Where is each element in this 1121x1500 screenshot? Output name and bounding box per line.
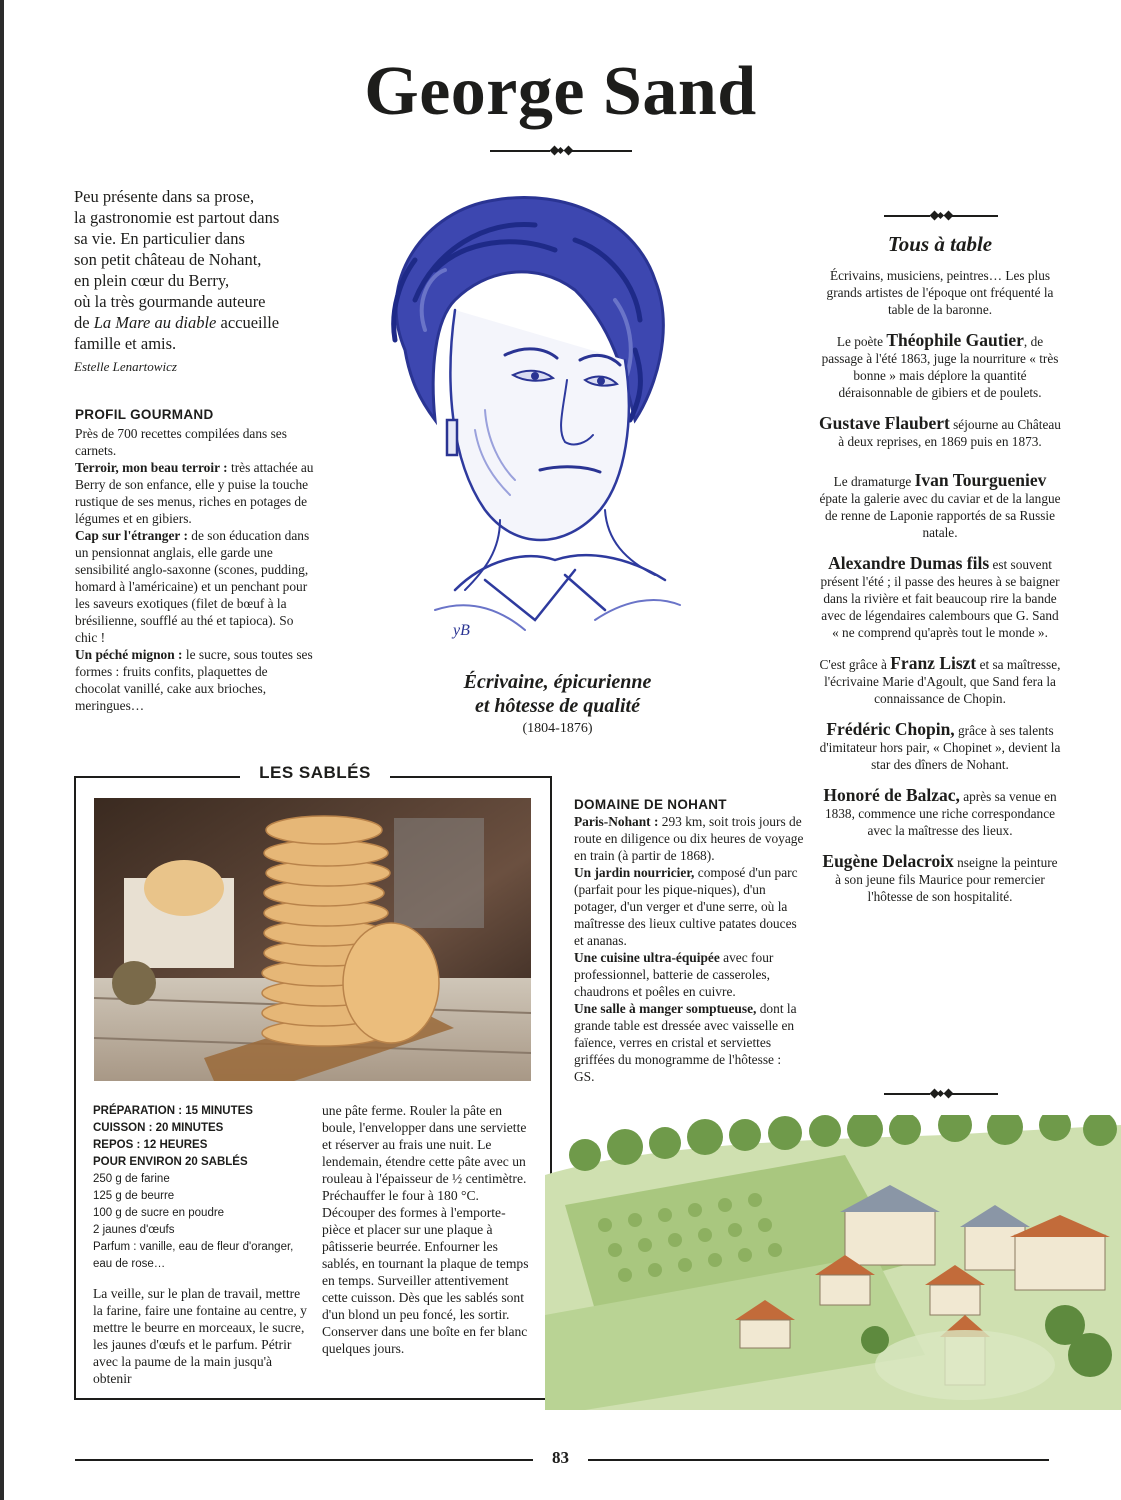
recipe-step: La veille, sur le plan de travail, mettre la farine, faire une fontaine au centre, y mettre le beurre en morceaux, le sucre, les jaunes d'œufs et le parfum. Pétrir avec la paume de la main jusqu'à obtenir	[93, 1286, 307, 1386]
recipe-meta: REPOS : 12 HEURES	[93, 1139, 208, 1151]
ingredient: 250 g de farine	[93, 1173, 170, 1185]
nohant-paragraph: Paris-Nohant : 293 km, soit trois jours de route en diligence ou dix heures de voyage en train (à partir de 1868).	[574, 814, 804, 863]
ingredient: 125 g de beurre	[93, 1190, 175, 1202]
profil-paragraph: Un péché mignon : le sucre, sous toutes ses formes : fruits confits, plaquettes de chocolat vanillé, cake aux brioches, meringues…	[75, 647, 313, 713]
domaine-de-nohant	[574, 796, 804, 1085]
guest-entry: Le poète Théophile Gautier, de passage à l'été 1863, juge la nourriture « très bonne » mais déplore la quantité déraisonnable de gibiers et de poulets.	[821, 330, 1059, 400]
recipe-title: LES SABLÉS	[240, 763, 390, 783]
guest-entry: Gustave Flaubert séjourne au Château à deux reprises, en 1869 puis en 1873.	[819, 413, 1061, 449]
profil-gourmand	[75, 406, 315, 714]
author-signature: Estelle Lenartowicz	[74, 359, 177, 374]
recipe-meta: PRÉPARATION : 15 MINUTES	[93, 1105, 253, 1117]
nohant-paragraph: Une cuisine ultra-équipée avec four professionnel, batterie de casseroles, chaudrons et poêles en cuivre.	[574, 950, 774, 999]
book-title: La Mare au diable	[93, 313, 217, 332]
ingredient: 2 jaunes d'œufs	[93, 1224, 175, 1236]
tous-a-table-sidebar	[818, 224, 1062, 919]
intro-line: Peu présente dans sa prose,	[74, 187, 255, 206]
nohant-estate-illustration	[545, 1115, 1121, 1410]
recipe-step-continued: une pâte ferme. Rouler la pâte en boule, l'envelopper dans une serviette et réserver au frais une nuit. Le lendemain, étendre cette pâte avec un rouleau à l'épaisseur de ½ centimètre. Préchauffer le four à 180 °C. Découper des formes à l'emporte-pièce et placer sur une plaque à pâtisserie beurrée. Enfourner les sablés, en tournant la plaque de temps en temps. Surveiller attentivement cette cuisson. Dès que les sablés sont d'un blond un peu foncé, les sortir. Conserver dans une boîte en fer blanc quelques jours.	[322, 1103, 529, 1356]
intro-line: la gastronomie est partout dans	[74, 208, 280, 227]
sidebar-intro: Écrivains, musiciens, peintres… Les plus grands artistes de l'époque ont fréquenté la table de la baronne.	[826, 268, 1054, 317]
intro-line: sa vie. En particulier dans	[74, 229, 245, 248]
guest-entry: C'est grâce à Franz Liszt et sa maîtresse, l'écrivaine Marie d'Agoult, que Sand fera la connaissance de Chopin.	[819, 653, 1061, 706]
intro-line: son petit château de Nohant,	[74, 250, 262, 269]
caption-line: et hôtesse de qualité	[475, 695, 640, 717]
sidebar-ornament	[884, 210, 998, 222]
intro-line: où la très gourmande auteure	[74, 292, 266, 311]
footer-rule-right	[588, 1459, 1049, 1461]
intro-line: famille et amis.	[74, 334, 177, 353]
guest-entry: Eugène Delacroix nseigne la peinture à son jeune fils Maurice pour remercier l'hôtesse de son hospitalité.	[822, 851, 1058, 904]
profil-paragraph: Cap sur l'étranger : de son éducation dans un pensionnat anglais, elle garde une sensibilité anglo-saxonne (scones, pudding, homard à l'américaine) et un penchant pour les saveurs exotiques (filet de bœuf à la brésilienne, soufflé au thé et tapioca). So chic !	[75, 528, 310, 645]
page-number: 83	[552, 1448, 569, 1467]
nohant-paragraph: Un jardin nourricier, composé d'un parc (parfait pour les pique-niques), d'un potager, d'un verger et d'une serre, où la maîtresse des lieux cultive patates douces et ananas.	[574, 865, 798, 948]
title-ornament	[490, 145, 632, 157]
george-sand-portrait	[335, 180, 695, 655]
nohant-heading: DOMAINE DE NOHANT	[574, 797, 727, 812]
ingredient: Parfum : vanille, eau de fleur d'oranger, eau de rose…	[93, 1241, 294, 1270]
guest-entry: Alexandre Dumas fils est souvent présent l'été ; il passe des heures à se baigner dans la rivière et fait beaucoup rire la bande avec de légendaires calembours que G. Sand « ne comprend qu'après tout le monde ».	[820, 553, 1060, 640]
guest-entry: Frédéric Chopin, grâce à ses talents d'imitateur hors pair, « Chopinet », devient la star des dîners de Nohant.	[819, 719, 1061, 772]
recipe-meta: POUR ENVIRON 20 SABLÉS	[93, 1156, 248, 1168]
page-title: George Sand	[364, 53, 757, 130]
recipe-meta: CUISSON : 20 MINUTES	[93, 1122, 224, 1134]
caption-line: Écrivaine, épicurienne	[463, 671, 652, 693]
caption-dates: (1804-1876)	[522, 721, 593, 736]
page-edge	[0, 0, 4, 1500]
guest-entry: Honoré de Balzac, après sa venue en 1838, commence une riche correspondance avec la maîtresse des lieux.	[823, 785, 1057, 838]
profil-heading: PROFIL GOURMAND	[75, 407, 214, 422]
sables-photo	[94, 798, 531, 1081]
profil-paragraph: Terroir, mon beau terroir : très attachée au Berry de son enfance, elle y puise la touche rustique de ses menus, riches en potages de légumes et en gibiers.	[75, 460, 314, 526]
guest-entry: Le dramaturge Ivan Tourgueniev épate la galerie avec du caviar et de la langue de renne de Laponie rapportés de sa Russie natale.	[819, 470, 1061, 540]
recipe-info	[93, 1103, 313, 1387]
nohant-paragraph: Une salle à manger somptueuse, dont la grande table est dressée avec vaisselle en faïence, verres en cristal et serviettes griffées du monogramme de l'hôtesse : GS.	[574, 1001, 797, 1084]
portrait-caption	[380, 670, 735, 737]
ingredient: 100 g de sucre en poudre	[93, 1207, 225, 1219]
portrait-signature: yB	[453, 622, 470, 639]
sidebar-heading: Tous à table	[887, 232, 993, 256]
intro-line: en plein cœur du Berry,	[74, 271, 230, 290]
intro-line: de La Mare au diable accueille	[74, 313, 280, 332]
profil-paragraph: Près de 700 recettes compilées dans ses carnets.	[75, 426, 287, 458]
intro-paragraph	[74, 186, 324, 377]
sidebar-end-ornament	[884, 1088, 998, 1100]
